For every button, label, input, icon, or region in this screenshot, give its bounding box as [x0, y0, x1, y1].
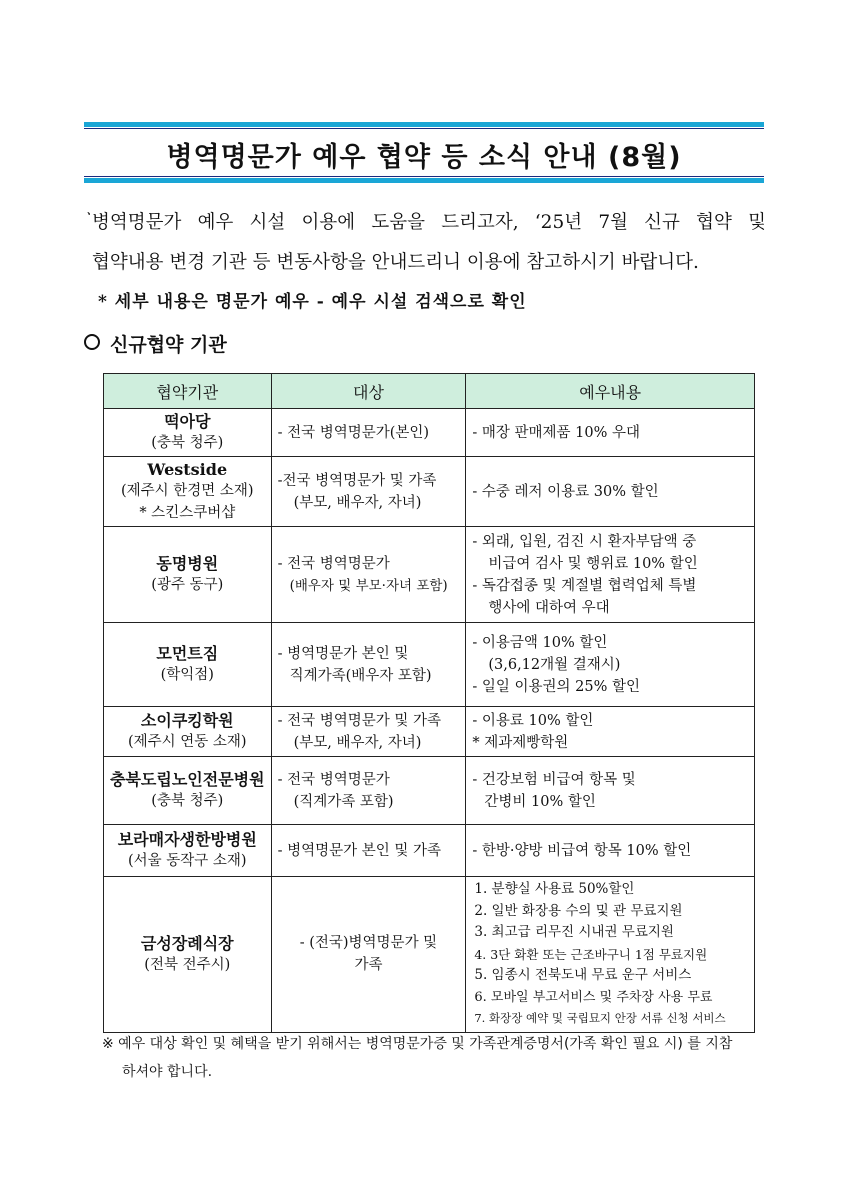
org-name: 금성장례식장 — [140, 933, 234, 953]
org-location: (광주 동구) — [151, 577, 224, 593]
org-cell — [104, 623, 272, 707]
org-location: (제주시 한경면 소재) — [120, 483, 254, 499]
org-cell — [104, 757, 272, 825]
benefit-line: - 매장 판매제품 10% 우대 — [472, 424, 640, 441]
target-line: (부모, 배우자, 자녀) — [293, 734, 422, 751]
header-target: 대상 — [271, 374, 466, 409]
org-location: (전북 전주시) — [144, 956, 231, 973]
title-rule-top — [84, 122, 764, 127]
benefit-line: 6. 모바일 부고서비스 및 주차장 사용 무료 — [474, 989, 713, 1005]
intro-note: * 세부 내용은 명문가 예우 - 예우 시설 검색으로 확인 — [98, 292, 527, 312]
target-line: - 전국 병역명문가 — [277, 771, 390, 788]
footnote-line-2: 하셔야 합니다. — [122, 1064, 213, 1080]
title-rule-bottom — [84, 178, 764, 183]
benefit-cell — [466, 757, 755, 825]
target-cell — [271, 707, 466, 757]
benefit-line: - 건강보험 비급여 항목 및 — [472, 771, 636, 788]
org-note: * 스킨스쿠버샵 — [139, 505, 236, 521]
table-row — [104, 825, 755, 877]
header-organization: 협약기관 — [104, 374, 272, 409]
org-name: 보라매자생한방병원 — [117, 830, 257, 849]
org-name: 소이쿠킹학원 — [140, 711, 234, 730]
org-location: (학익점) — [160, 667, 214, 683]
target-cell — [271, 757, 466, 825]
org-name: Westside — [147, 460, 228, 479]
org-name: 동명병원 — [156, 554, 219, 573]
benefit-line: 2. 일반 화장용 수의 및 관 무료지원 — [474, 902, 683, 919]
org-cell — [104, 527, 272, 623]
target-line: - 전국 병역명문가 및 가족 — [277, 712, 441, 729]
section-title: 신규협약 기관 — [110, 334, 227, 356]
org-cell — [104, 457, 272, 527]
benefit-cell — [466, 527, 755, 623]
org-location: (충북 청주) — [151, 435, 224, 451]
benefit-line: - 한방·양방 비급여 항목 10% 할인 — [472, 842, 692, 859]
target-line: -전국 병역명문가 및 가족 — [277, 472, 437, 489]
target-line: (직계가족 포함) — [293, 793, 394, 810]
benefit-line: 비급여 검사 및 행위료 10% 할인 — [488, 555, 698, 572]
header-benefit: 예우내용 — [466, 374, 755, 409]
benefit-line: 4. 3단 화환 또는 근조바구니 1점 무료지원 — [474, 946, 708, 962]
target-cell — [271, 457, 466, 527]
page-title: 병역명문가 예우 협약 등 소식 안내 (8월) — [166, 142, 682, 173]
table-row — [104, 877, 755, 1033]
target-line: 가족 — [354, 957, 383, 974]
table-row — [104, 409, 755, 457]
benefit-cell — [466, 707, 755, 757]
footnote-line-1: ※ 예우 대상 확인 및 혜택을 받기 위해서는 병역명문가증 및 가족관계증명서(가족 확인 필요 시) 를 지참 — [102, 1036, 733, 1052]
benefit-line: 5. 임종시 전북도내 무료 운구 서비스 — [474, 967, 692, 983]
table-row — [104, 527, 755, 623]
intro-line-1: 병역명문가 예우 시설 이용에 도움을 드리고자, ‘25년 7월 신규 협약 및 — [92, 212, 766, 233]
intro-line-2: 협약내용 변경 기관 등 변동사항을 안내드리니 이용에 참고하시기 바랍니다. — [92, 252, 699, 273]
benefit-cell — [466, 409, 755, 457]
target-line: - 전국 병역명문가(본인) — [277, 424, 430, 441]
target-line: - 전국 병역명문가 — [277, 555, 390, 572]
table-row — [104, 707, 755, 757]
org-location: (충북 청주) — [151, 793, 224, 809]
table-header-row — [104, 374, 755, 409]
benefit-line: - 외래, 입원, 검진 시 환자부담액 중 — [472, 533, 697, 550]
title-band — [84, 122, 764, 184]
benefit-line: 1. 분향실 사용료 50%할인 — [474, 881, 635, 897]
target-line: - 병역명문가 본인 및 — [277, 645, 409, 662]
org-name: 떡아당 — [164, 412, 211, 431]
benefit-cell — [466, 877, 755, 1033]
org-cell — [104, 707, 272, 757]
benefit-cell — [466, 457, 755, 527]
benefit-line: * 제과제빵학원 — [472, 734, 569, 751]
target-cell — [271, 527, 466, 623]
org-cell — [104, 877, 272, 1033]
benefit-line: - 수중 레저 이용료 30% 할인 — [472, 483, 659, 500]
title-rule-bottom-thin — [84, 176, 764, 177]
benefit-line: - 일일 이용권의 25% 할인 — [472, 678, 640, 695]
org-name: 충북도립노인전문병원 — [110, 770, 265, 789]
benefit-line: 행사에 대하여 우대 — [488, 599, 610, 616]
circle-bullet-icon — [84, 334, 100, 350]
target-cell — [271, 825, 466, 877]
benefit-line: (3,6,12개월 결재시) — [488, 656, 621, 673]
org-cell — [104, 409, 272, 457]
org-location: (제주시 연동 소재) — [127, 734, 247, 750]
org-name: 모먼트짐 — [156, 644, 219, 663]
target-cell — [271, 623, 466, 707]
org-location: (서울 동작구 소재) — [127, 853, 247, 869]
target-line: 직계가족(배우자 포함) — [289, 667, 432, 684]
target-cell — [271, 877, 466, 1033]
table-row — [104, 457, 755, 527]
benefit-line: - 이용료 10% 할인 — [472, 712, 594, 729]
table-row — [104, 757, 755, 825]
intro-bullet: ㆍ — [82, 207, 96, 223]
benefit-line: 3. 최고급 리무진 시내권 무료지원 — [474, 924, 674, 940]
benefit-cell — [466, 825, 755, 877]
title-rule-top-thin — [84, 128, 764, 129]
org-cell — [104, 825, 272, 877]
benefit-cell — [466, 623, 755, 707]
benefit-line: 간병비 10% 할인 — [484, 793, 596, 810]
footnote — [102, 1030, 772, 1086]
target-line: (부모, 배우자, 자녀) — [293, 494, 422, 511]
target-line: - (전국)병역명문가 및 — [299, 935, 438, 952]
agreement-table — [103, 373, 755, 1033]
table-row — [104, 623, 755, 707]
target-cell — [271, 409, 466, 457]
benefit-line: 7. 화장장 예약 및 국립묘지 안장 서류 신청 서비스 — [474, 1011, 726, 1025]
benefit-line: - 이용금액 10% 할인 — [472, 634, 608, 651]
benefit-line: - 독감접종 및 계절별 협력업체 특별 — [472, 577, 697, 594]
intro-paragraph — [82, 203, 766, 283]
target-line: (배우자 및 부모·자녀 포함) — [289, 577, 448, 594]
section-heading — [84, 330, 227, 357]
target-line: - 병역명문가 본인 및 가족 — [277, 842, 441, 859]
